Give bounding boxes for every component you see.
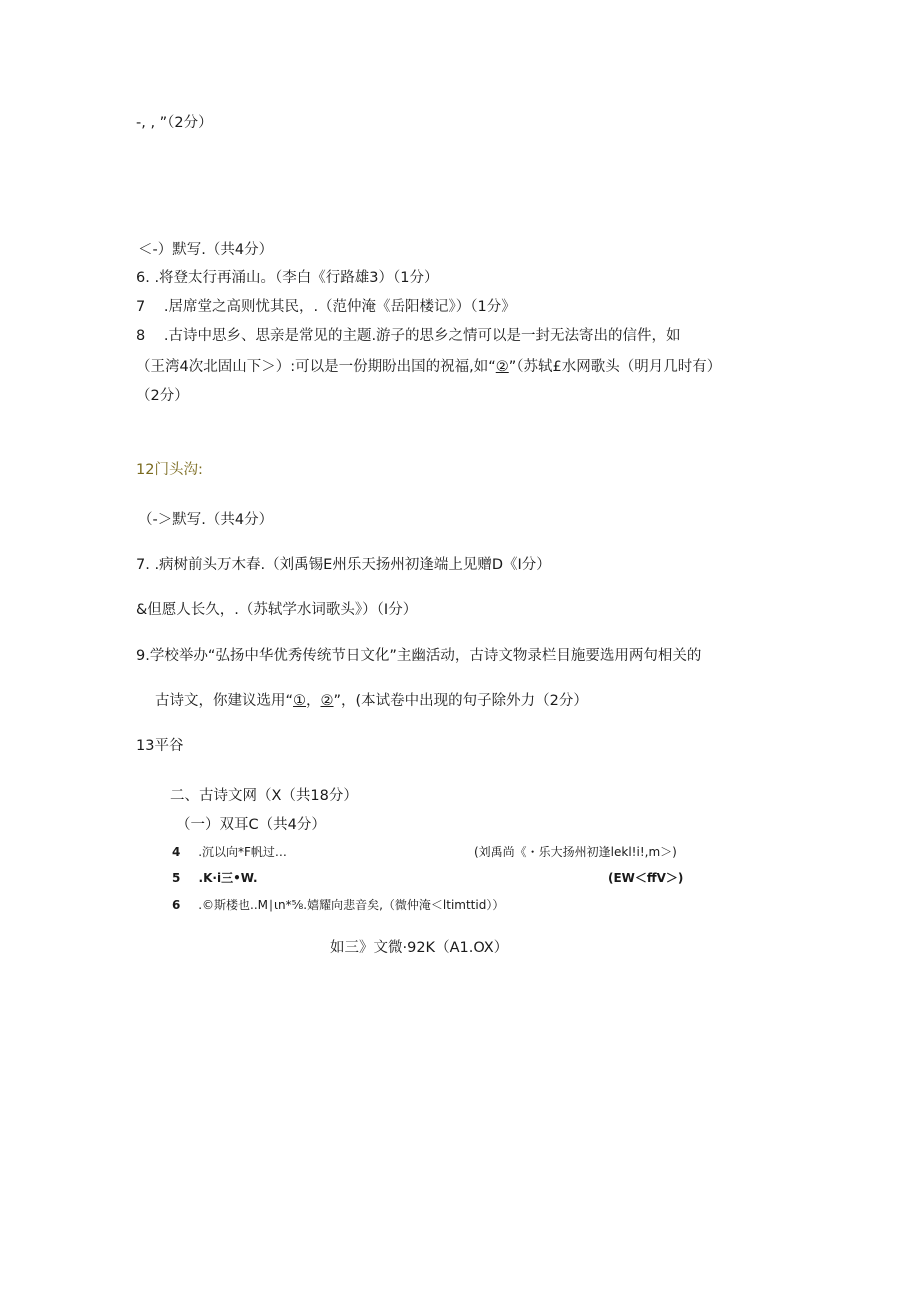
question-9-line-2-mid: ，: [306, 693, 321, 709]
blank-marker-2b: ②: [320, 693, 334, 709]
question-9-line-1: 9.学校举办“弘扬中华优秀传统节日文化”主幽活动，古诗文物录栏目施要选用两句相关的: [136, 648, 702, 664]
question-8: [136, 326, 681, 346]
question-8-text: .古诗中思乡、思亲是常见的主题.游子的思乡之情可以是一封无法寄出的信件，如: [163, 328, 681, 344]
question-9-line-2-b: ”，(本试卷中出现的句子除外力（2分）: [333, 693, 588, 709]
row-6-number: 6: [172, 898, 181, 912]
question-8-line-3: （2分）: [136, 388, 189, 404]
question-7-number: 7: [136, 299, 146, 315]
row-4-source: (刘禹尚《・乐大扬州初逢lekl!i!,m＞): [474, 845, 677, 859]
row-6-text: .©斯楼也..M∣ιn*⅝.嬉耀向悲音矣,（微仲淹＜ltimttid））: [198, 898, 505, 912]
question-7-text: .居席堂之高则忧其民，.（范仲淹《岳阳楼记》）（1分》: [163, 299, 516, 315]
footer-line: 如三》文微·92K（A1.OX）: [330, 940, 509, 956]
top-fragment: -, , ”（2分）: [136, 115, 213, 131]
dictation-heading-2: （-＞默写.（共4分）: [138, 512, 274, 528]
row-4-text: .沉以向*F帆过…: [198, 845, 287, 859]
part-one-subheading: （一）双耳C（共4分）: [176, 817, 326, 833]
question-9-line-2: [155, 691, 588, 711]
section-title-pinggu: 13平谷: [136, 738, 184, 754]
row-5-source: (EW＜ffV＞): [608, 871, 684, 885]
question-8-number: 8: [136, 328, 146, 344]
question-8-line-2-a: （王湾4次北固山下＞）:可以是一份期盼出国的祝福,如“: [136, 359, 496, 375]
blank-marker-2: ②: [495, 359, 509, 375]
part-two-heading: 二、古诗文网（X（共18分）: [170, 788, 358, 804]
dictation-heading-1: ＜-）默写.（共4分）: [138, 242, 274, 258]
question-7-b: 7. .病树前头万木春.（刘禹锡E州乐天扬州初逢端上见赠D《I分）: [136, 557, 551, 573]
question-8-line-2: [136, 357, 721, 377]
question-8-b: &但愿人长久，.（苏轼学水词歌头》）（I分）: [136, 602, 418, 618]
row-4-number: 4: [172, 845, 181, 859]
question-6: 6. .将登太行再涌山。（李白《行路雄3）（1分）: [136, 270, 439, 286]
row-5: [172, 868, 258, 888]
question-9-line-2-a: 古诗文，你建议选用“: [155, 693, 294, 709]
blank-marker-1: ①: [293, 693, 307, 709]
row-5-text: .K·i三•W.: [198, 871, 258, 885]
row-6: [172, 895, 504, 915]
section-title-mentougou: 12门头沟:: [136, 462, 203, 478]
row-5-number: 5: [172, 871, 181, 885]
question-8-line-2-b: ”（苏轼£水网歌头（明月几时有）: [508, 359, 722, 375]
row-4: [172, 842, 287, 862]
question-7: [136, 297, 516, 317]
